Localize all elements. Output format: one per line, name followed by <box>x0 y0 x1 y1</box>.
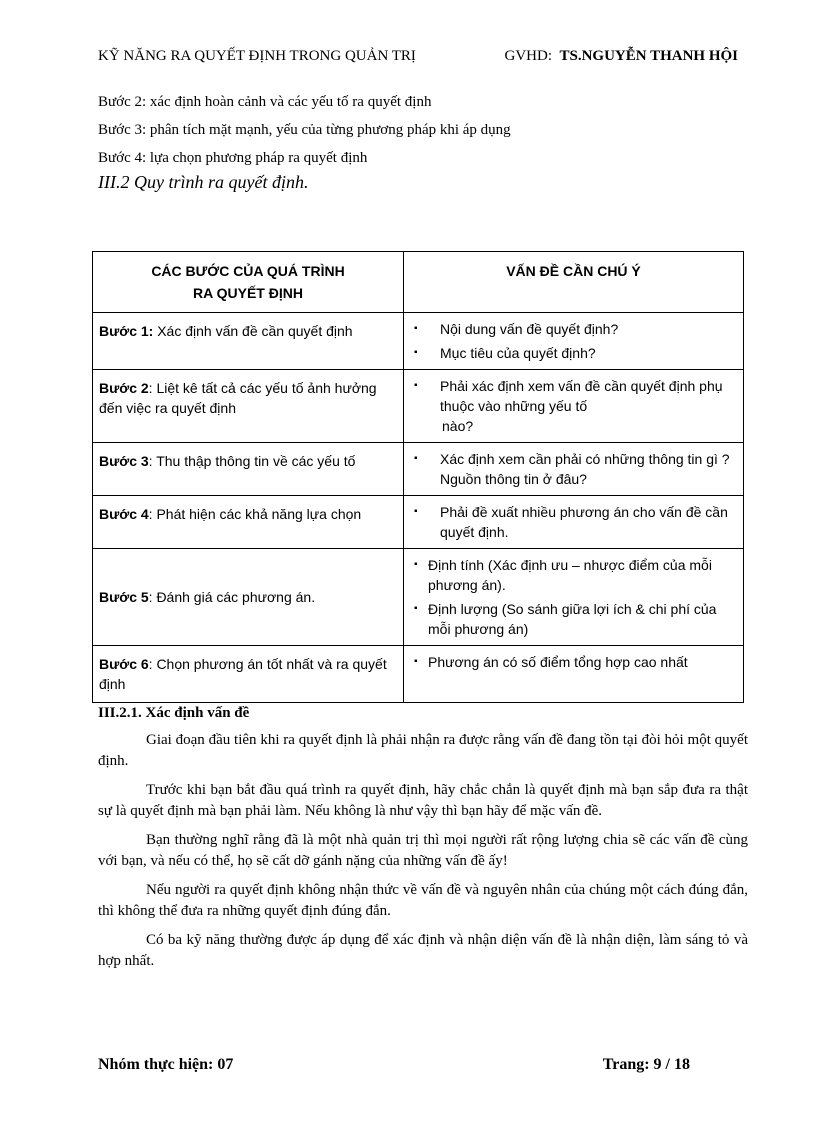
subsection-heading: III.2.1. Xác định vấn đề <box>98 705 250 721</box>
notes-cell <box>404 443 744 496</box>
body-text <box>98 730 748 980</box>
col2-header: VẤN ĐỀ CẦN CHÚ Ý <box>404 252 744 313</box>
list-item: ▪ Mục tiêu của quyết định? <box>414 345 596 361</box>
gvhd-label: GVHD: <box>504 48 552 64</box>
table-row <box>93 370 744 443</box>
paragraph: Trước khi bạn bắt đầu quá trình ra quyết định, hãy chắc chắn là quyết định mà bạn sắp đưa ra thật sự là quyết định mà bạn phải làm. Nếu không là như vậy thì bạn hãy để mặc vấn đề. <box>98 782 748 819</box>
list-item: ▪ Định lượng (So sánh giữa lợi ích & chi phí của mỗi phương án) <box>414 601 717 637</box>
teacher-name: TS.NGUYỄN THANH HỘI <box>559 48 738 64</box>
step-cell: Bước 2: Liệt kê tất cả các yếu tố ảnh hưởng đến việc ra quyết định <box>93 370 404 443</box>
col1-header: CÁC BƯỚC CỦA QUÁ TRÌNH RA QUYẾT ĐỊNH <box>93 252 404 313</box>
notes-cell <box>404 370 744 443</box>
list-item: ▪ Định tính (Xác định ưu – nhược điểm của mỗi phương án). <box>414 557 712 593</box>
notes-cell <box>404 646 744 703</box>
bullet-icon: ▪ <box>414 506 418 517</box>
group-number: Nhóm thực hiện: 07 <box>98 1056 234 1073</box>
step-item: Bước 4: lựa chọn phương pháp ra quyết định <box>98 150 368 166</box>
bullet-icon: ▪ <box>414 453 418 464</box>
list-item: ▪ Phải xác định xem vấn đề cần quyết định phụ thuộc vào những yếu tố nào? <box>414 378 723 434</box>
notes-cell <box>404 313 744 370</box>
paragraph: Bạn thường nghĩ rằng đã là một nhà quản trị thì mọi người rất rộng lượng chia sẽ các vấn đề cùng với bạn, và nếu có thể, họ sẽ cất dỡ gánh nặng của những vấn đề ấy! <box>98 832 748 869</box>
step-list <box>98 88 511 172</box>
table-row <box>93 646 744 703</box>
step-cell: Bước 1: Xác định vấn đề cần quyết định <box>93 313 404 370</box>
bullet-icon: ▪ <box>414 656 418 667</box>
list-item: ▪ Xác định xem cần phải có những thông tin gì ? Nguồn thông tin ở đâu? <box>414 451 730 487</box>
table-row <box>93 549 744 646</box>
bullet-icon: ▪ <box>414 323 418 334</box>
section-title: III.2 Quy trình ra quyết định. <box>98 172 309 192</box>
list-item: ▪ Nội dung vấn đề quyết định? <box>414 321 619 337</box>
paragraph: Giai đoạn đầu tiên khi ra quyết định là phải nhận ra được rằng vấn đề đang tồn tại đòi hỏi một quyết định. <box>98 732 748 769</box>
bullet-icon: ▪ <box>414 347 418 358</box>
table-row <box>93 443 744 496</box>
page-header <box>98 48 738 65</box>
list-item: ▪ Phải đề xuất nhiều phương án cho vấn đề cần quyết định. <box>414 504 728 540</box>
instructor <box>504 48 738 65</box>
step-cell: Bước 3: Thu thập thông tin về các yếu tố <box>93 443 404 496</box>
list-item: ▪ Phương án có số điểm tổng hợp cao nhất <box>414 654 688 670</box>
step-cell: Bước 6: Chọn phương án tốt nhất và ra quyết định <box>93 646 404 703</box>
document-title: KỸ NĂNG RA QUYẾT ĐỊNH TRONG QUẢN TRỊ <box>98 48 416 64</box>
step-cell: Bước 4: Phát hiện các khả năng lựa chọn <box>93 496 404 549</box>
process-table <box>92 251 744 703</box>
step-cell: Bước 5: Đánh giá các phương án. <box>93 549 404 646</box>
page-footer <box>98 1056 690 1074</box>
table-row <box>93 313 744 370</box>
table-row <box>93 496 744 549</box>
page-number: Trang: 9 / 18 <box>602 1056 690 1073</box>
step-item: Bước 3: phân tích mặt mạnh, yếu của từng phương pháp khi áp dụng <box>98 122 511 138</box>
notes-cell <box>404 549 744 646</box>
step-item: Bước 2: xác định hoàn cảnh và các yếu tố ra quyết định <box>98 94 432 110</box>
paragraph: Nếu người ra quyết định không nhận thức về vấn đề và nguyên nhân của chúng một cách đúng đắn, thì không thể đưa ra những quyết định đúng đắn. <box>98 882 748 919</box>
bullet-icon: ▪ <box>414 559 418 570</box>
paragraph: Có ba kỹ năng thường được áp dụng để xác định và nhận diện vấn đề là nhận diện, làm sáng tỏ và hợp nhất. <box>98 932 748 969</box>
bullet-icon: ▪ <box>414 603 418 614</box>
table-header-row <box>93 252 744 313</box>
notes-cell <box>404 496 744 549</box>
bullet-icon: ▪ <box>414 380 418 391</box>
